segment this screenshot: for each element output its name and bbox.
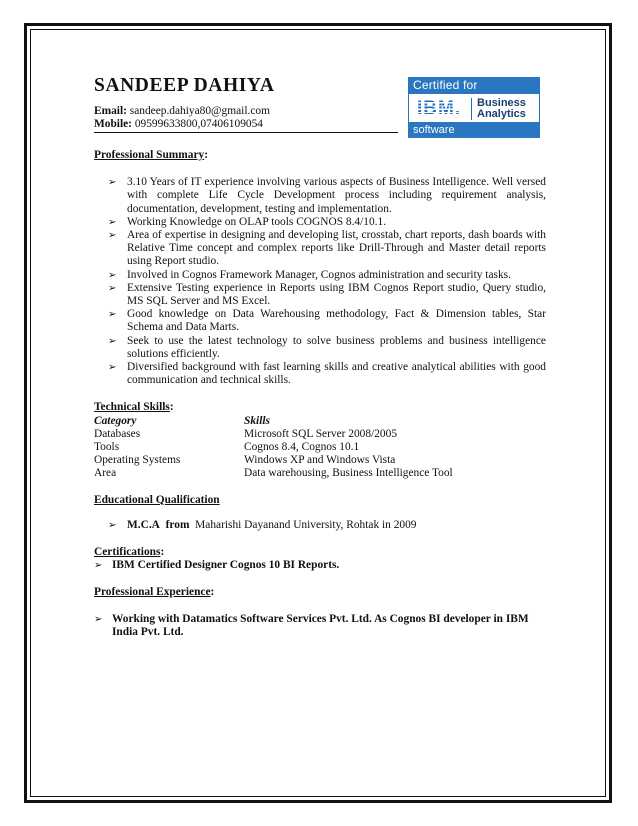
arrow-bullet-icon: ➢ bbox=[108, 269, 117, 281]
education-heading: Educational Qualification bbox=[94, 493, 220, 506]
resume-content bbox=[94, 74, 546, 639]
arrow-bullet-icon: ➢ bbox=[108, 309, 117, 321]
certifications-list bbox=[94, 559, 546, 572]
experience-heading-line bbox=[94, 586, 546, 599]
ibm-logo-text: IBM. bbox=[417, 98, 462, 119]
email-value[interactable]: sandeep.dahiya80@gmail.com bbox=[129, 105, 270, 117]
table-row bbox=[94, 454, 453, 467]
summary-item-text: Extensive Testing experience in Reports using IBM Cognos Report studio, Query studio, MS SQL Server and MS Excel. bbox=[127, 281, 546, 308]
summary-list bbox=[94, 176, 546, 387]
skills-cell: Microsoft SQL Server 2008/2005 bbox=[244, 427, 398, 440]
list-item bbox=[94, 559, 546, 572]
arrow-bullet-icon: ➢ bbox=[108, 362, 117, 374]
arrow-bullet-icon: ➢ bbox=[108, 335, 117, 347]
experience-heading-colon: : bbox=[210, 586, 215, 599]
list-item bbox=[94, 282, 546, 308]
arrow-bullet-icon: ➢ bbox=[108, 282, 117, 294]
degree-name: M.C.A bbox=[127, 518, 160, 531]
summary-heading-colon: : bbox=[204, 149, 209, 161]
mobile-value: 09599633800,07406109054 bbox=[134, 118, 263, 130]
table-row bbox=[94, 441, 453, 454]
experience-item-text: Working with Datamatics Software Services Pvt. Ltd. As Cognos BI developer in IBM India Pvt. Ltd. bbox=[112, 612, 529, 638]
education-list bbox=[94, 519, 546, 532]
column-header-skills: Skills bbox=[244, 414, 270, 427]
summary-item-text: Diversified background with fast learning skills and creative analytical abilities with good communication and technical skills. bbox=[127, 361, 546, 387]
skills-cell: Data warehousing, Business Intelligence Tool bbox=[244, 467, 453, 480]
arrow-bullet-icon: ➢ bbox=[108, 177, 117, 189]
category-cell: Area bbox=[94, 467, 117, 480]
summary-item-text: Seek to use the latest technology to solve business problems and business intelligence solutions efficiently. bbox=[127, 334, 546, 360]
category-cell: Databases bbox=[94, 427, 141, 440]
degree-detail: Maharishi Dayanand University, Rohtak in 2009 bbox=[195, 518, 417, 531]
summary-item-text: Working Knowledge on OLAP tools COGNOS 8.4/10.1. bbox=[127, 215, 387, 228]
summary-heading-line bbox=[94, 149, 546, 162]
list-item bbox=[94, 519, 546, 532]
certifications-heading-line bbox=[94, 546, 546, 559]
contact-block bbox=[94, 105, 398, 133]
list-item bbox=[94, 335, 546, 361]
table-row bbox=[94, 428, 453, 441]
certification-item-text: IBM Certified Designer Cognos 10 BI Reports. bbox=[112, 559, 340, 572]
logo-top-text: Certified for bbox=[408, 77, 540, 94]
technical-heading-colon: : bbox=[169, 401, 174, 414]
list-item bbox=[94, 308, 546, 334]
arrow-bullet-icon: ➢ bbox=[108, 216, 117, 228]
category-cell: Tools bbox=[94, 441, 120, 454]
experience-list bbox=[94, 613, 546, 639]
logo-line2: Analytics bbox=[477, 108, 526, 120]
skills-table bbox=[94, 415, 453, 481]
list-item bbox=[94, 216, 546, 229]
list-item bbox=[94, 361, 546, 387]
skills-cell: Cognos 8.4, Cognos 10.1 bbox=[244, 441, 360, 454]
summary-item-text: 3.10 Years of IT experience involving various aspects of Business Intelligence. Well versed with complete Life Cycle Development process including requirement analysis, documentation, development, testing and implementation. bbox=[127, 176, 546, 215]
certifications-heading-colon: : bbox=[160, 546, 165, 559]
skills-cell: Windows XP and Windows Vista bbox=[244, 454, 396, 467]
technical-heading: Technical Skills bbox=[94, 401, 170, 414]
arrow-bullet-icon: ➢ bbox=[108, 230, 117, 242]
list-item bbox=[94, 613, 546, 639]
arrow-bullet-icon: ➢ bbox=[94, 560, 103, 572]
skills-table-header bbox=[94, 415, 453, 428]
technical-heading-line bbox=[94, 401, 546, 414]
summary-heading: Professional Summary bbox=[94, 149, 205, 161]
summary-item-text: Area of expertise in designing and developing list, crosstab, chart reports, dash boards with Relative Time concept and complex reports like Drill-Through and Master detail reports using Report studio. bbox=[127, 229, 546, 268]
table-row bbox=[94, 467, 453, 480]
list-item bbox=[94, 229, 546, 269]
list-item bbox=[94, 269, 546, 282]
email-label: Email: bbox=[94, 105, 127, 117]
arrow-bullet-icon: ➢ bbox=[94, 613, 103, 625]
logo-bottom-text: software bbox=[408, 122, 540, 138]
logo-line1: Business bbox=[477, 97, 526, 109]
arrow-bullet-icon: ➢ bbox=[108, 519, 117, 531]
mobile-label: Mobile: bbox=[94, 118, 132, 130]
degree-from: from bbox=[165, 518, 190, 531]
experience-heading: Professional Experience bbox=[94, 586, 211, 599]
certifications-heading: Certifications bbox=[94, 546, 161, 559]
candidate-name: SANDEEP DAHIYA bbox=[94, 75, 275, 96]
list-item bbox=[94, 176, 546, 216]
column-header-category: Category bbox=[94, 414, 137, 427]
mobile-line bbox=[94, 118, 398, 131]
summary-item-text: Involved in Cognos Framework Manager, Cognos administration and security tasks. bbox=[127, 268, 511, 281]
summary-item-text: Good knowledge on Data Warehousing methodology, Fact & Dimension tables, Star Schema and Data Marts. bbox=[127, 308, 546, 334]
category-cell: Operating Systems bbox=[94, 454, 181, 467]
email-line bbox=[94, 105, 398, 118]
